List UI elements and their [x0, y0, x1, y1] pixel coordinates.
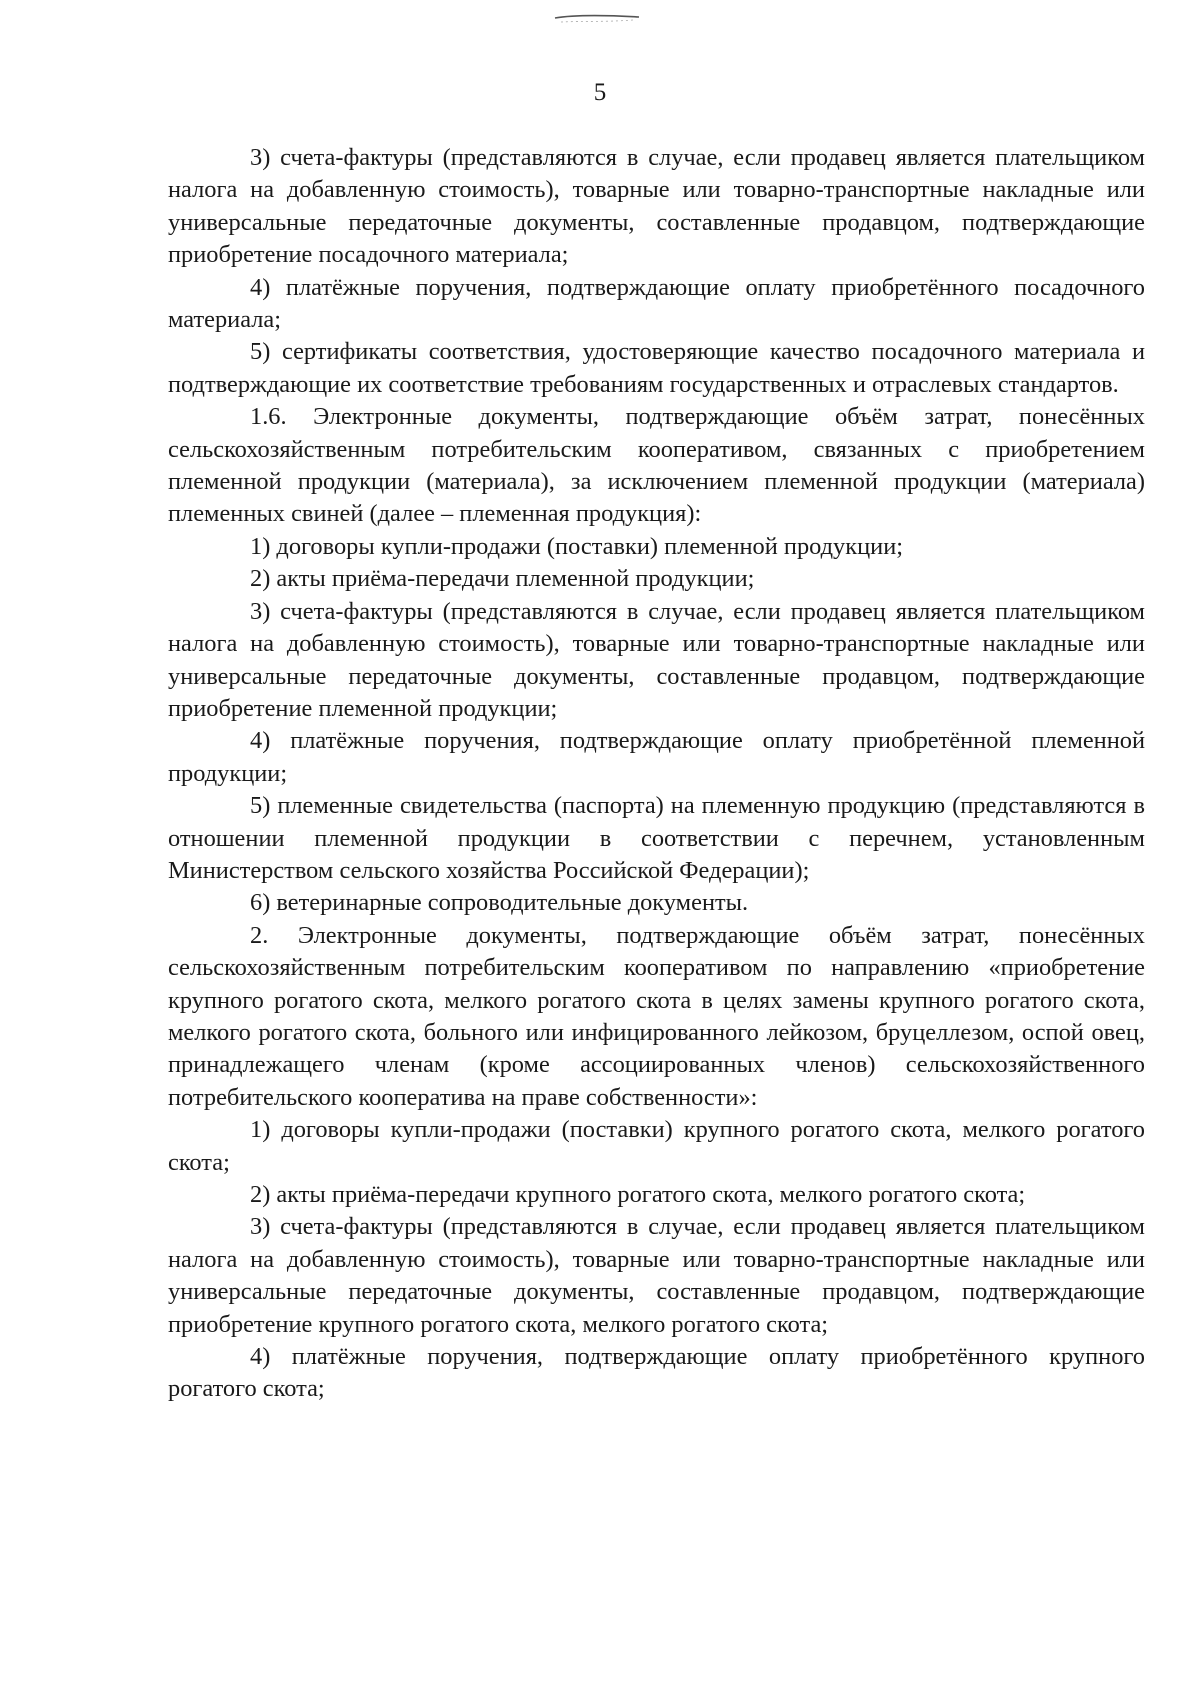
- paragraph-section-1-6: 1.6. Электронные документы, подтверждающие объём затрат, понесённых сельскохозяйственным потребительским кооперативом, связанных с приобретением племенной продукции (материала), за исключением племенной продукции (материала) племенных свиней (далее – племенная продукция):: [168, 403, 1145, 528]
- document-body: [168, 142, 1145, 1406]
- paragraph-item-4-payment-orders-planting: 4) платёжные поручения, подтверждающие оплату приобретённого посадочного материала;: [168, 273, 1145, 334]
- scan-artifact-mark: [553, 12, 643, 26]
- paragraph-item-2-acts-breeding: 2) акты приёма-передачи племенной продукции;: [250, 565, 755, 593]
- paragraph-item-6-veterinary-documents: 6) ветеринарные сопроводительные документы.: [250, 889, 749, 917]
- paragraph-item-5-breeding-certificates: 5) племенные свидетельства (паспорта) на племенную продукцию (представляются в отношении племенной продукции в соответствии с перечнем, установленным Министерством сельского хозяйства Российской Федерации);: [168, 792, 1145, 884]
- paragraph-item-3-invoices-planting: 3) счета-фактуры (представляются в случае, если продавец является плательщиком налога на добавленную стоимость), товарные или товарно-транспортные накладные или универсальные передаточные документы, составленные продавцом, подтверждающие приобретение посадочного материала;: [168, 144, 1145, 269]
- paragraph-item-1-contracts-breeding: 1) договоры купли-продажи (поставки) племенной продукции;: [250, 532, 904, 560]
- paragraph-section-2: 2. Электронные документы, подтверждающие объём затрат, понесённых сельскохозяйственным потребительским кооперативом по направлению «приобретение крупного рогатого скота, мелкого рогатого скота в целях замены крупного рогатого скота, мелкого рогатого скота, больного или инфицированного лейкозом, бруцеллезом, оспой овец, принадлежащего членам (кроме ассоциированных членов) сельскохозяйственного потребительского кооператива на праве собственности»:: [168, 921, 1145, 1111]
- paragraph-item-5-certificates: 5) сертификаты соответствия, удостоверяющие качество посадочного материала и подтверждающие их соответствие требованиям государственных и отраслевых стандартов.: [168, 338, 1145, 398]
- paragraph-item-2-acts-cattle: 2) акты приёма-передачи крупного рогатого скота, мелкого рогатого скота;: [250, 1181, 1026, 1208]
- page-number: 5: [593, 79, 607, 106]
- paragraph-item-1-contracts-cattle: 1) договоры купли-продажи (поставки) крупного рогатого скота, мелкого рогатого скота;: [168, 1116, 1145, 1176]
- paragraph-item-3-invoices-cattle: 3) счета-фактуры (представляются в случае, если продавец является плательщиком налога на добавленную стоимость), товарные или товарно-транспортные накладные или универсальные передаточные документы, составленные продавцом, подтверждающие приобретение крупного рогатого скота, мелкого рогатого скота;: [168, 1213, 1145, 1338]
- paragraph-item-4-payment-orders-cattle: 4) платёжные поручения, подтверждающие оплату приобретённого крупного рогатого скота;: [168, 1343, 1145, 1403]
- paragraph-item-3-invoices-breeding: 3) счета-фактуры (представляются в случае, если продавец является плательщиком налога на добавленную стоимость), товарные или товарно-транспортные накладные или универсальные передаточные документы, составленные продавцом, подтверждающие приобретение племенной продукции;: [168, 597, 1145, 722]
- paragraph-item-4-payment-orders-breeding: 4) платёжные поручения, подтверждающие оплату приобретённой племенной продукции;: [168, 727, 1145, 787]
